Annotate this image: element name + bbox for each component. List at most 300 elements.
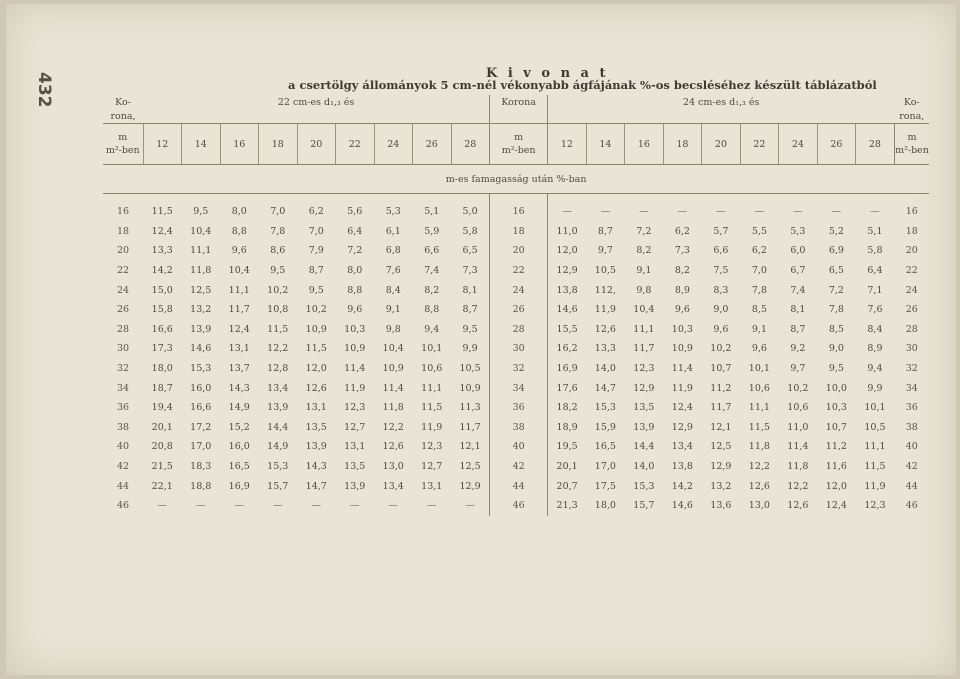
cell-right: — [870, 206, 880, 218]
row-korona-mid: 18 [490, 222, 548, 242]
cell-left: 13,9 [267, 402, 289, 414]
cell-left: 16,0 [190, 382, 212, 394]
cell-left: 11,3 [459, 402, 481, 414]
cell-right: 6,7 [790, 265, 806, 277]
cell-right: 15,7 [633, 500, 655, 512]
cell-left: 13,1 [344, 441, 366, 453]
cell-right: 14,0 [633, 461, 655, 473]
row-korona-right: 28 [905, 323, 918, 335]
cell-right: 15,3 [594, 402, 616, 414]
cell-right: 16,2 [556, 343, 578, 355]
cell-left: 8,0 [231, 206, 247, 218]
cell-right: 11,9 [594, 304, 616, 316]
height-header-left-18: 18 [259, 124, 298, 165]
cell-right: — [562, 206, 572, 218]
cell-left: 7,0 [270, 206, 286, 218]
cell-left: — [465, 500, 475, 512]
cell-right: 8,9 [867, 343, 883, 355]
cell-right: 12,6 [748, 480, 770, 492]
cell-right: 19,5 [556, 441, 578, 453]
table-row [103, 398, 929, 418]
cell-right: 11,1 [748, 402, 770, 414]
row-korona-right: 34 [905, 382, 918, 394]
height-header-left-22: 22 [336, 124, 375, 165]
cell-right: 13,9 [633, 421, 655, 433]
cell-left: 8,0 [347, 265, 363, 277]
cell-right: 17,5 [594, 480, 616, 492]
table-row [103, 496, 929, 516]
cell-right: 9,5 [828, 363, 844, 375]
cell-right: 21,3 [556, 500, 578, 512]
cell-right: 6,4 [867, 265, 883, 277]
cell-right: 8,7 [790, 323, 806, 335]
cell-left: 13,1 [305, 402, 327, 414]
cell-right: 11,2 [825, 441, 847, 453]
left-group-header: 22 cm-es d₁,₃ és [277, 96, 355, 108]
cell-left: 12,3 [344, 402, 366, 414]
cell-left: 14,2 [151, 265, 173, 277]
cell-right: 13,5 [633, 402, 655, 414]
cell-left: 13,9 [344, 480, 366, 492]
cell-right: 16,5 [594, 441, 616, 453]
height-header-left-26: 26 [413, 124, 452, 165]
cell-left: 8,2 [424, 284, 440, 296]
cell-right: 8,5 [828, 323, 844, 335]
cell-right: 10,7 [825, 421, 847, 433]
cell-left: 15,7 [267, 480, 289, 492]
cell-right: 8,9 [674, 284, 690, 296]
cell-left: 9,6 [347, 304, 363, 316]
cell-right: 12,2 [787, 480, 809, 492]
row-korona-mid: 38 [490, 418, 548, 438]
cell-left: 10,4 [382, 343, 404, 355]
cell-right: 6,9 [828, 245, 844, 257]
cell-right: 12,9 [633, 382, 655, 394]
left-unit-m2: m²-ben [105, 145, 140, 156]
table-row [103, 261, 929, 281]
cell-right: 15,3 [633, 480, 655, 492]
cell-left: 12,2 [267, 343, 289, 355]
cell-right: — [716, 206, 726, 218]
cell-right: 11,5 [748, 421, 770, 433]
row-korona-mid: 26 [490, 300, 548, 320]
cell-left: 10,5 [459, 363, 481, 375]
cell-right: 11,6 [825, 461, 847, 473]
cell-left: 8,6 [270, 245, 286, 257]
height-header-left-28: 28 [451, 124, 490, 165]
cell-right: 20,1 [556, 461, 578, 473]
cell-left: 11,7 [459, 421, 481, 433]
cell-left: 13,4 [267, 382, 289, 394]
cell-left: 12,5 [190, 284, 212, 296]
cell-left: 9,5 [193, 206, 209, 218]
cell-right: 8,1 [790, 304, 806, 316]
cell-right: 14,2 [671, 480, 693, 492]
cell-right: 11,4 [671, 363, 693, 375]
cell-left: 5,3 [385, 206, 401, 218]
cell-right: 8,2 [636, 245, 652, 257]
cell-left: 12,4 [151, 225, 173, 237]
cell-left: 14,6 [190, 343, 212, 355]
cell-right: 5,3 [790, 225, 806, 237]
row-korona-right: 36 [905, 402, 918, 414]
cell-left: 13,9 [305, 441, 327, 453]
cell-left: 11,8 [382, 402, 404, 414]
row-korona-mid: 44 [490, 476, 548, 496]
table-title: K i v o n a t [486, 66, 609, 81]
table-row [103, 359, 929, 379]
cell-left: 13,2 [190, 304, 212, 316]
height-header-right-22: 22 [740, 124, 779, 165]
row-korona-mid: 30 [490, 339, 548, 359]
cell-right: 11,9 [671, 382, 693, 394]
cell-left: — [234, 500, 244, 512]
right-unit-cell [894, 124, 929, 165]
cell-left: 15,0 [151, 284, 173, 296]
cell-left: 12,2 [382, 421, 404, 433]
cell-left: 18,8 [190, 480, 212, 492]
height-header-left-14: 14 [182, 124, 221, 165]
row-korona-mid: 28 [490, 320, 548, 340]
row-korona-mid: 40 [490, 437, 548, 457]
cell-left: 20,1 [151, 421, 173, 433]
right-group-header: 24 cm-es d₁,₃ és [682, 96, 760, 108]
height-header-right-26: 26 [817, 124, 856, 165]
cell-left: 11,5 [421, 402, 443, 414]
cell-left: 14,3 [305, 461, 327, 473]
cell-left: 11,4 [344, 363, 366, 375]
cell-left: 10,9 [382, 363, 404, 375]
row-korona-left: 42 [116, 461, 130, 473]
cell-left: 11,1 [228, 284, 250, 296]
cell-left: 12,9 [459, 480, 481, 492]
cell-right: 9,9 [867, 382, 883, 394]
row-korona-right: 26 [905, 304, 918, 316]
cell-left: 12,3 [421, 441, 443, 453]
cell-left: 9,9 [462, 343, 478, 355]
right-group-spacer [548, 109, 895, 124]
row-korona-left: 16 [116, 206, 130, 218]
cell-right: 9,1 [751, 323, 767, 335]
height-header-left-12: 12 [143, 124, 182, 165]
cell-left: 8,8 [231, 225, 247, 237]
cell-right: 9,7 [790, 363, 806, 375]
row-korona-right: 44 [905, 480, 918, 492]
cell-right: 12,4 [825, 500, 847, 512]
row-korona-left: 24 [116, 284, 130, 296]
cell-left: 7,3 [462, 265, 478, 277]
cell-left: 12,7 [421, 461, 443, 473]
cell-right: 17,0 [594, 461, 616, 473]
cell-left: 6,4 [347, 225, 363, 237]
cell-right: 14,6 [671, 500, 693, 512]
cell-right: 9,1 [636, 265, 652, 277]
cell-right: — [754, 206, 765, 218]
cell-left: 5,9 [424, 225, 440, 237]
cell-left: 9,1 [385, 304, 401, 316]
table-row [103, 418, 929, 438]
header-row-2 [103, 109, 929, 124]
cell-left: 17,3 [151, 343, 173, 355]
caption-row [103, 165, 929, 194]
cell-right: 11,2 [710, 382, 732, 394]
row-korona-right: 32 [905, 363, 918, 375]
row-korona-right: 40 [905, 441, 918, 453]
cell-left: 16,9 [228, 480, 250, 492]
cell-right: 14,6 [556, 304, 578, 316]
cell-left: 9,6 [231, 245, 247, 257]
cell-left: 5,8 [462, 225, 478, 237]
cell-left: 11,1 [190, 245, 212, 257]
row-korona-right: 24 [905, 284, 918, 296]
cell-left: 7,8 [270, 225, 286, 237]
cell-right: 9,8 [636, 284, 652, 296]
cell-right: 7,4 [790, 284, 806, 296]
mid-korona-label: Korona [490, 95, 548, 109]
cell-right: — [639, 206, 649, 218]
row-korona-mid: 24 [490, 280, 548, 300]
mid-unit-cell [490, 124, 548, 165]
height-header-left-24: 24 [374, 124, 413, 165]
cell-right: 13,8 [671, 461, 693, 473]
cell-left: 12,1 [459, 441, 481, 453]
cell-right: 14,0 [594, 363, 616, 375]
cell-right: 13,8 [556, 284, 578, 296]
cell-right: 6,2 [674, 225, 690, 237]
cell-left: 6,5 [462, 245, 478, 257]
cell-right: 10,5 [594, 265, 616, 277]
table-row [103, 300, 929, 320]
cell-left: 7,2 [347, 245, 363, 257]
cell-right: 10,9 [671, 343, 693, 355]
table-row [103, 222, 929, 242]
cell-left: 15,2 [228, 421, 250, 433]
cell-left: 9,8 [385, 323, 401, 335]
cell-right: 7,6 [867, 304, 883, 316]
cell-right: 9,6 [751, 343, 767, 355]
cell-right: 9,2 [790, 343, 806, 355]
cell-right: 11,1 [864, 441, 886, 453]
cell-left: 13,3 [151, 245, 173, 257]
table-row [103, 476, 929, 496]
row-korona-right: 30 [905, 343, 918, 355]
page-number: 432 [34, 72, 54, 108]
cell-left: 11,5 [267, 323, 289, 335]
cell-left: 8,1 [462, 284, 478, 296]
cell-left: 14,3 [228, 382, 250, 394]
right-unit-m: m [907, 132, 917, 143]
cell-right: 11,0 [787, 421, 809, 433]
cell-left: 13,4 [382, 480, 404, 492]
right-korona-label-2: rona, [899, 110, 925, 122]
cell-left: — [311, 500, 321, 512]
cell-left: 18,3 [190, 461, 212, 473]
cell-left: 13,9 [190, 323, 212, 335]
cell-left: 16,0 [228, 441, 250, 453]
mid-unit-m2: m²-ben [501, 145, 536, 156]
cell-right: 9,6 [674, 304, 690, 316]
row-korona-left: 38 [116, 421, 130, 433]
cell-right: 5,7 [713, 225, 729, 237]
header-row-1 [103, 95, 929, 109]
cell-left: 12,6 [382, 441, 404, 453]
row-korona-mid: 22 [490, 261, 548, 281]
cell-left: 10,2 [267, 284, 289, 296]
cell-left: 12,0 [305, 363, 327, 375]
cell-right: 12,9 [710, 461, 732, 473]
cell-left: 15,3 [267, 461, 289, 473]
cell-left: 10,2 [305, 304, 327, 316]
cell-left: — [273, 500, 283, 512]
cell-left: 12,6 [305, 382, 327, 394]
cell-right: 8,2 [674, 265, 690, 277]
cell-right: 13,2 [710, 480, 732, 492]
height-header-right-20: 20 [702, 124, 741, 165]
cell-right: 8,4 [867, 323, 883, 335]
mid-unit-m: m [514, 132, 524, 143]
cell-right: 7,8 [751, 284, 767, 296]
cell-right: — [600, 206, 611, 218]
cell-left: 13,1 [421, 480, 443, 492]
cell-right: 11,1 [633, 323, 655, 335]
cell-left: 8,7 [462, 304, 478, 316]
cell-left: 14,7 [305, 480, 327, 492]
row-korona-left: 30 [116, 343, 130, 355]
right-korona-label: Ko- [903, 96, 920, 108]
row-korona-right: 42 [905, 461, 918, 473]
table-row [103, 241, 929, 261]
cell-right: 11,8 [748, 441, 770, 453]
data-table [103, 95, 929, 516]
cell-left: 10,3 [344, 323, 366, 335]
cell-left: 13,7 [228, 363, 250, 375]
cell-right: 11,4 [787, 441, 809, 453]
cell-right: 12,4 [671, 402, 693, 414]
table-row [103, 457, 929, 477]
cell-right: 10,6 [748, 382, 770, 394]
cell-right: 13,3 [594, 343, 616, 355]
caption: m-es famagasság után %-ban [103, 165, 929, 194]
height-header-right-24: 24 [779, 124, 818, 165]
cell-right: 7,1 [867, 284, 883, 296]
row-korona-right: 38 [905, 421, 918, 433]
cell-right: 12,0 [556, 245, 578, 257]
cell-left: 7,0 [308, 225, 324, 237]
cell-left: 12,4 [228, 323, 250, 335]
height-header-right-16: 16 [625, 124, 664, 165]
row-korona-mid: 36 [490, 398, 548, 418]
table-row [103, 339, 929, 359]
row-korona-left: 32 [116, 363, 130, 375]
cell-left: 10,4 [228, 265, 250, 277]
cell-left: 11,4 [382, 382, 404, 394]
cell-right: 5,1 [867, 225, 883, 237]
row-korona-mid: 32 [490, 359, 548, 379]
cell-right: 11,5 [864, 461, 886, 473]
cell-right: 10,4 [633, 304, 655, 316]
row-korona-left: 44 [116, 480, 130, 492]
left-group-spacer [143, 109, 490, 124]
cell-right: 10,7 [710, 363, 732, 375]
cell-left: 20,8 [151, 441, 173, 453]
cell-right: 20,7 [556, 480, 578, 492]
cell-right: 7,8 [828, 304, 844, 316]
cell-right: 10,0 [825, 382, 847, 394]
height-header-left-16: 16 [220, 124, 259, 165]
cell-right: 7,3 [674, 245, 690, 257]
cell-left: 11,7 [228, 304, 250, 316]
cell-left: 12,8 [267, 363, 289, 375]
cell-left: 13,0 [382, 461, 404, 473]
cell-left: 9,5 [270, 265, 286, 277]
cell-left: 11,1 [421, 382, 443, 394]
cell-left: 10,1 [421, 343, 443, 355]
cell-left: 10,8 [267, 304, 289, 316]
cell-left: 7,4 [424, 265, 440, 277]
cell-right: 5,5 [751, 225, 767, 237]
height-header-left-20: 20 [297, 124, 336, 165]
row-korona-left: 28 [116, 323, 130, 335]
cell-right: 11,0 [556, 225, 578, 237]
cell-right: 9,6 [713, 323, 729, 335]
cell-right: 7,2 [636, 225, 652, 237]
cell-left: 22,1 [151, 480, 173, 492]
cell-right: 12,3 [864, 500, 886, 512]
left-korona-label: Ko- [115, 96, 131, 108]
cell-right: 9,0 [713, 304, 729, 316]
cell-left: 16,6 [190, 402, 212, 414]
table-row [103, 437, 929, 457]
cell-left: 8,4 [385, 284, 401, 296]
cell-right: 12,2 [748, 461, 770, 473]
table-row [103, 280, 929, 300]
left-unit-cell [103, 124, 143, 165]
cell-left: 11,5 [305, 343, 327, 355]
row-korona-left: 20 [116, 245, 130, 257]
cell-right: 10,3 [825, 402, 847, 414]
cell-right: 9,7 [597, 245, 613, 257]
table-row [103, 378, 929, 398]
cell-left: 8,8 [347, 284, 363, 296]
cell-right: 15,9 [594, 421, 616, 433]
cell-right: 112, [594, 284, 616, 296]
cell-left: 11,9 [344, 382, 366, 394]
cell-right: 12,6 [787, 500, 809, 512]
cell-right: 6,0 [790, 245, 806, 257]
cell-left: — [196, 500, 206, 512]
cell-right: 12,0 [825, 480, 847, 492]
table-subtitle: a csertölgy állományok 5 cm-nél vékonyabb ágfájának %-os becsléséhez készült táblázatból [288, 78, 877, 92]
cell-left: 14,9 [267, 441, 289, 453]
row-korona-left: 40 [116, 441, 130, 453]
cell-left: 10,9 [344, 343, 366, 355]
cell-right: 11,7 [633, 343, 655, 355]
row-korona-right: 22 [905, 265, 918, 277]
height-header-right-18: 18 [663, 124, 702, 165]
cell-right: 13,4 [671, 441, 693, 453]
cell-left: 14,4 [267, 421, 289, 433]
cell-left: — [157, 500, 167, 512]
row-korona-left: 26 [116, 304, 130, 316]
cell-right: 12,6 [594, 323, 616, 335]
cell-left: 9,4 [424, 323, 440, 335]
right-unit-m2: m²-ben [895, 145, 929, 156]
cell-right: 10,1 [748, 363, 770, 375]
cell-right: 8,5 [751, 304, 767, 316]
table-row [103, 320, 929, 340]
cell-left: 15,3 [190, 363, 212, 375]
cell-left: 7,6 [385, 265, 401, 277]
